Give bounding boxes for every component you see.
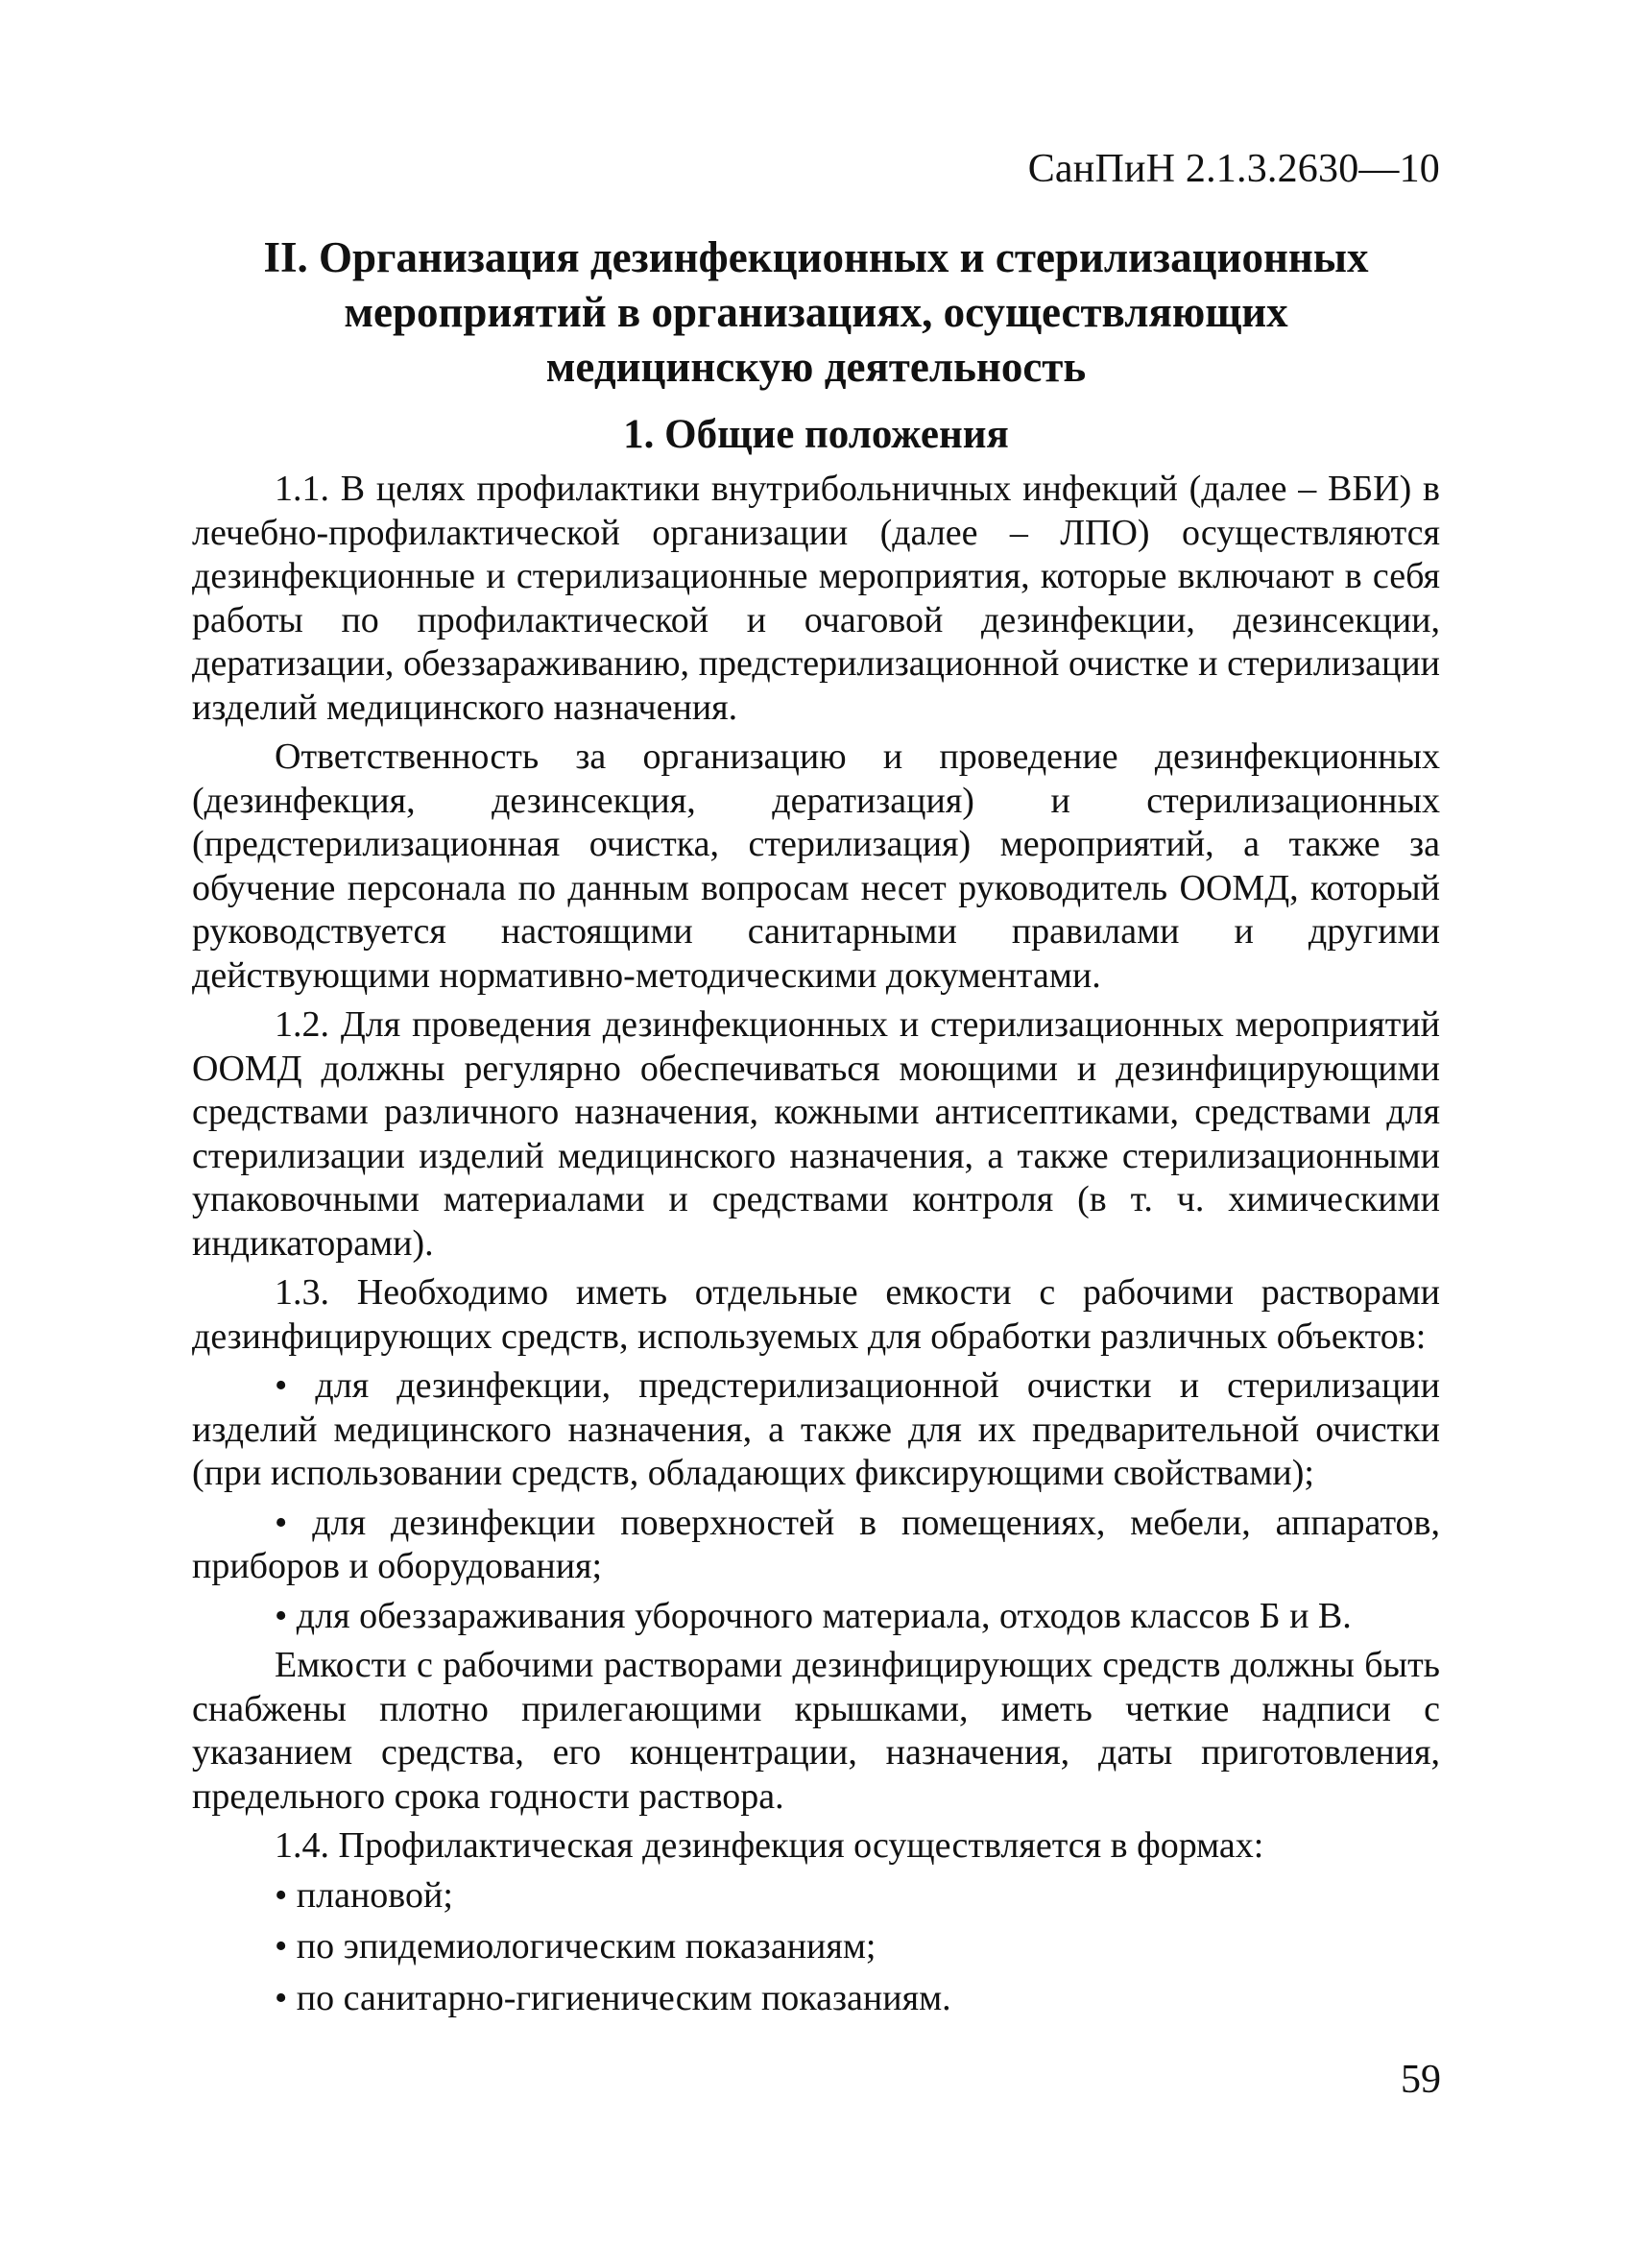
page-number: 59: [1401, 2058, 1441, 2102]
list-item: • плановой;: [275, 1874, 453, 1916]
list-item: • по эпидемиологическим показаниям;: [275, 1926, 877, 1966]
section-title-line: медицинскую деятельность: [545, 343, 1087, 391]
list-item: • по санитарно-гигиеническим показаниям.: [275, 1977, 951, 2018]
section-title-line: II. Организация дезинфекционных и стерилизационных: [263, 233, 1369, 281]
document-page: [192, 144, 1440, 2028]
paragraph-1-1: 1.1. В целях профилактики внутрибольничных инфекций (далее – ВБИ) в лечебно-профилактической организации (далее – ЛПО) осуществляются дезинфекционные и стерилизационные мероприятия, которые включают в себя работы по профилактической и очаговой дезинфекции, дезинсекции, дератизации, обеззараживанию, предстерилизационной очистке и стерилизации изделий медицинского назначения.: [192, 469, 1440, 728]
paragraph-responsibility: Ответственность за организацию и проведение дезинфекционных (дезинфекция, дезинсекция, дератизация) и стерилизационных (предстерилизационная очистка, стерилизация) мероприятий, а также за обучение персонала по данным вопросам несет руководитель ООМД, который руководствуется настоящими санитарными правилами и другими действующими нормативно-методическими документами.: [192, 736, 1440, 996]
list-item: • для дезинфекции, предстерилизационной очистки и стерилизации изделий медицинского назначения, а также для их предварительной очистки (при использовании средств, обладающих фиксирующими свойствами);: [192, 1365, 1440, 1493]
paragraph-1-4: 1.4. Профилактическая дезинфекция осуществляется в формах:: [275, 1825, 1264, 1866]
list-item: • для обеззараживания уборочного материала, отходов классов Б и В.: [275, 1595, 1352, 1636]
subsection-title: 1. Общие положения: [623, 412, 1009, 457]
paragraph-1-3: 1.3. Необходимо иметь отдельные емкости с рабочими растворами дезинфицирующих средств, используемых для обработки различных объектов:: [192, 1272, 1440, 1357]
list-item: • для дезинфекции поверхностей в помещениях, мебели, аппаратов, приборов и оборудования;: [192, 1502, 1440, 1586]
section-title: [192, 230, 1440, 395]
paragraph-1-2: 1.2. Для проведения дезинфекционных и стерилизационных мероприятий ООМД должны регулярно обеспечиваться моющими и дезинфицирующими средствами различного назначения, кожными антисептиками, средствами для стерилизации изделий медицинского назначения, а также стерилизационными упаковочными материалами и средствами контроля (в т. ч. химическими индикаторами).: [192, 1004, 1440, 1264]
paragraph-containers: Емкости с рабочими растворами дезинфицирующих средств должны быть снабжены плотно прилегающими крышками, иметь четкие надписи с указанием средства, его концентрации, назначения, даты приготовления, предельного срока годности раствора.: [192, 1645, 1440, 1817]
section-title-line: мероприятий в организациях, осуществляющих: [344, 288, 1288, 336]
document-code: СанПиН 2.1.3.2630—10: [1027, 147, 1440, 191]
